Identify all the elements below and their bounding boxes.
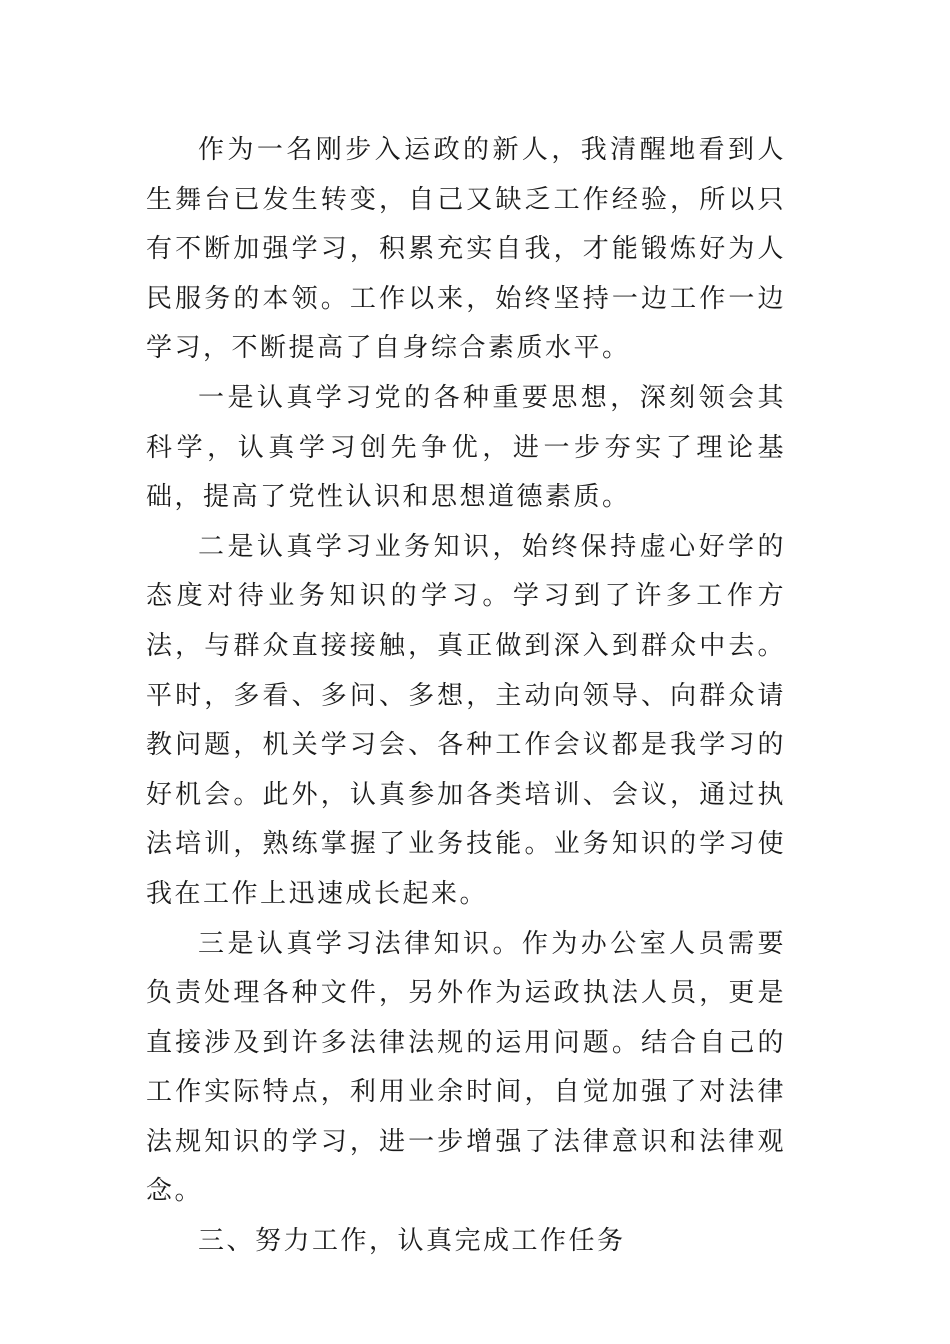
paragraph-point-one: 一是认真学习党的各种重要思想，深刻领会其科学，认真学习创先争优，进一步夯实了理论基础，提高了党性认识和思想道德素质。: [146, 382, 786, 513]
paragraph-point-two: 二是认真学习业务知识，始终保持虚心好学的态度对待业务知识的学习。学习到了许多工作方法，与群众直接接触，真正做到深入到群众中去。平时，多看、多问、多想，主动向领导、向群众请教问题，机关学习会、各种工作会议都是我学习的好机会。此外，认真参加各类培训、会议，通过执法培训，熟练掌握了业务技能。业务知识的学习使我在工作上迅速成长起来。: [146, 531, 786, 909]
paragraph-intro: 作为一名刚步入运政的新人，我清醒地看到人生舞台已发生转变，自己又缺乏工作经验，所以只有不断加强学习，积累充实自我，才能锻炼好为人民服务的本领。工作以来，始终坚持一边工作一边学习，不断提高了自身综合素质水平。: [146, 135, 786, 364]
section-heading-three: 三、努力工作，认真完成工作任务: [198, 1226, 626, 1257]
document-body: [146, 126, 786, 1267]
paragraph-point-three: 三是认真学习法律知识。作为办公室人员需要负责处理各种文件，另外作为运政执法人员，更是直接涉及到许多法律法规的运用问题。结合自己的工作实际特点，利用业余时间，自觉加强了对法律法规知识的学习，进一步增强了法律意识和法律观念。: [146, 928, 786, 1207]
